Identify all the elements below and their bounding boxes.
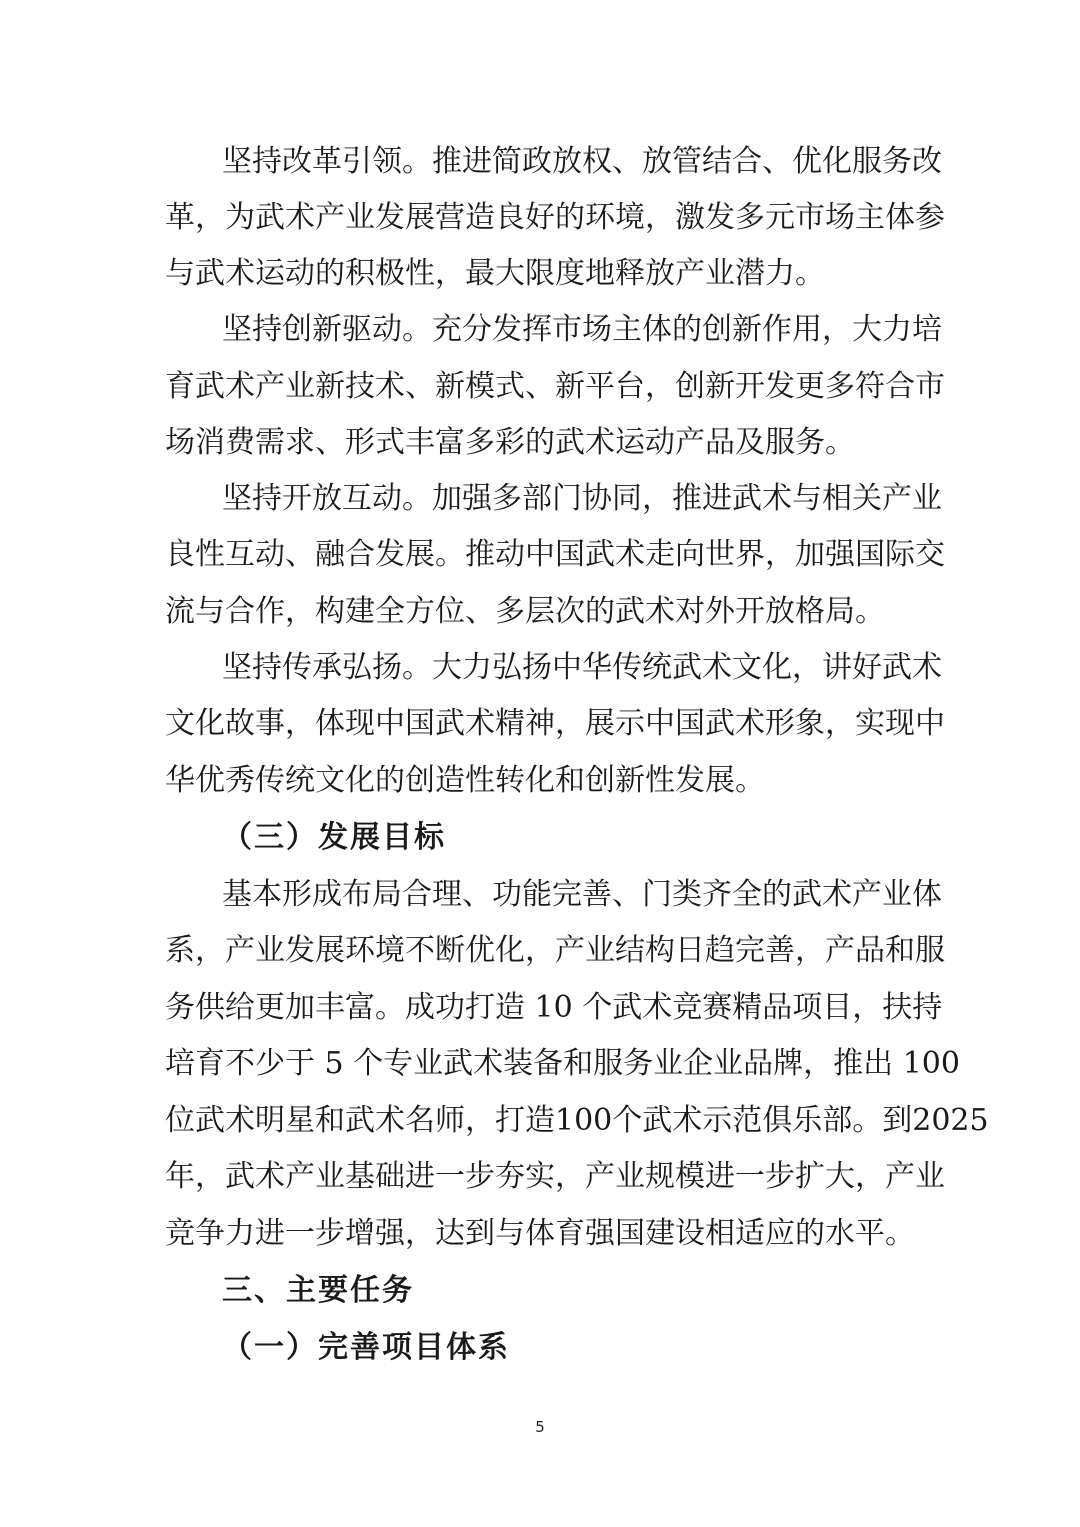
paragraph-line: 流与合作，构建全方位、多层次的武术对外开放格局。 [165,594,885,629]
paragraph-line: 基本形成布局合理、功能完善、门类齐全的武术产业体 [222,877,942,912]
paragraph-line: 坚持传承弘扬。大力弘扬中华传统武术文化，讲好武术 [222,650,942,685]
paragraph-line: 良性互动、融合发展。推动中国武术走向世界，加强国际交 [165,537,945,572]
paragraph-line: 坚持创新驱动。充分发挥市场主体的创新作用，大力培 [222,312,942,347]
paragraph-line: 革，为武术产业发展营造良好的环境，激发多元市场主体参 [165,200,945,235]
paragraph-line: 育武术产业新技术、新模式、新平台，创新开发更多符合市 [165,369,945,404]
paragraph-line: 场消费需求、形式丰富多彩的武术运动产品及服务。 [165,425,855,460]
section-heading-development-goals: （三）发展目标 [222,820,446,855]
paragraph-line: 坚持开放互动。加强多部门协同，推进武术与相关产业 [222,481,942,516]
paragraph-line: 竞争力进一步增强，达到与体育强国建设相适应的水平。 [165,1216,915,1251]
paragraph-line: 文化故事，体现中国武术精神，展示中国武术形象，实现中 [165,706,945,741]
paragraph-line: 系，产业发展环境不断优化，产业结构日趋完善，产品和服 [165,933,945,968]
subsection-heading-improve-project-system: （一）完善项目体系 [222,1330,510,1365]
paragraph-line: 培育不少于 5 个专业武术装备和服务业企业品牌，推出 100 [165,1046,960,1081]
paragraph-line: 与武术运动的积极性，最大限度地释放产业潜力。 [165,256,825,291]
paragraph-line: 务供给更加丰富。成功打造 10 个武术竞赛精品项目，扶持 [165,990,943,1025]
page-number: 5 [535,1418,545,1436]
section-heading-main-tasks: 三、主要任务 [222,1273,414,1308]
paragraph-line: 坚持改革引领。推进简政放权、放管结合、优化服务改 [222,144,942,179]
paragraph-line: 位武术明星和武术名师，打造100个武术示范俱乐部。到2025 [165,1103,989,1138]
paragraph-line: 年，武术产业基础进一步夯实，产业规模进一步扩大，产业 [165,1159,945,1194]
paragraph-line: 华优秀传统文化的创造性转化和创新性发展。 [165,763,765,798]
